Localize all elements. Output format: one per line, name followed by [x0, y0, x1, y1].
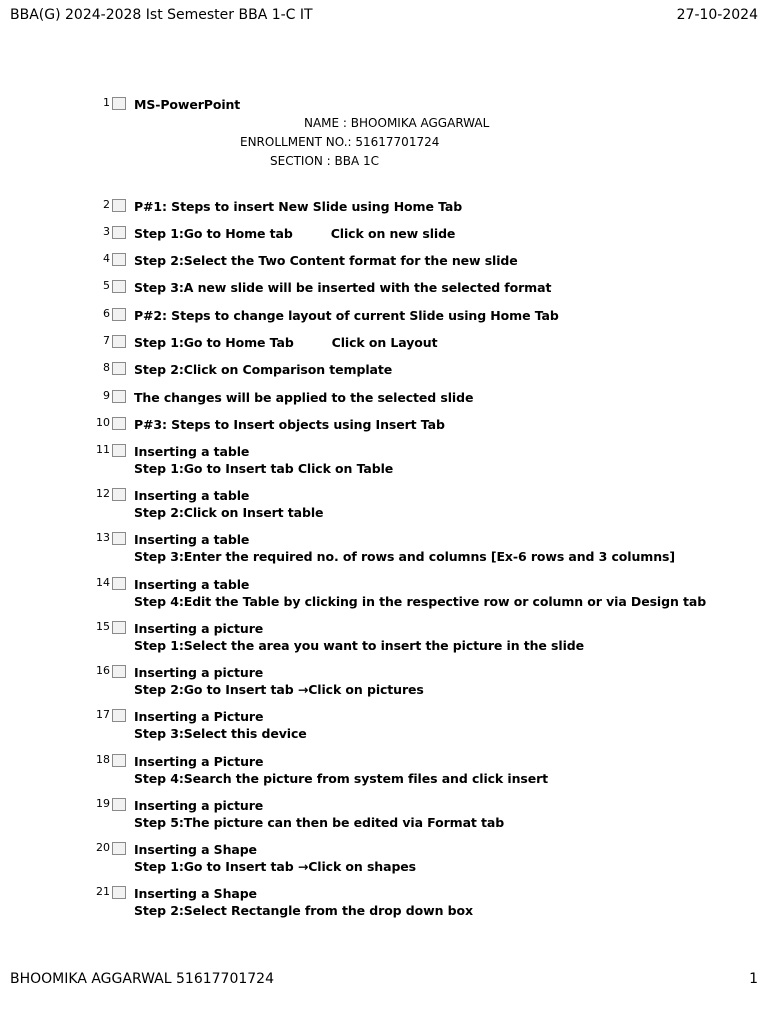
item-step: Step 1:Go to Insert tab →Click on shapes	[134, 859, 417, 874]
item-title: Inserting a table	[134, 488, 250, 503]
item-checkbox[interactable]	[112, 280, 126, 293]
item-checkbox[interactable]	[112, 532, 126, 545]
item-text	[134, 487, 323, 521]
item-number: 6	[103, 307, 110, 320]
item-number: 18	[96, 753, 110, 766]
item-step: Step 4:Edit the Table by clicking in the respective row or column or via Design tab	[134, 594, 707, 609]
item-number: 12	[96, 487, 110, 500]
item-step: Step 5:The picture can then be edited via Format tab	[134, 815, 505, 830]
item-text: P#2: Steps to change layout of current Slide using Home Tab	[134, 308, 559, 323]
item-title: Inserting a table	[134, 444, 250, 459]
item-text-a: Step 1:Go to Home tab	[134, 226, 293, 241]
header-date: 27-10-2024	[676, 7, 758, 23]
section: SECTION : BBA 1C	[270, 154, 380, 168]
item-checkbox[interactable]	[112, 417, 126, 430]
item-step: Step 4:Search the picture from system files and click insert	[134, 771, 549, 786]
item-title: Inserting a table	[134, 577, 250, 592]
item-text: P#1: Steps to insert New Slide using Home Tab	[134, 199, 463, 214]
item-text	[134, 620, 584, 654]
item-number: 10	[96, 416, 110, 429]
item-title: Inserting a Shape	[134, 842, 257, 857]
item-step: Step 1:Select the area you want to insert the picture in the slide	[134, 638, 584, 653]
item-text: Step 2:Click on Comparison template	[134, 362, 393, 377]
item-checkbox[interactable]	[112, 886, 126, 899]
item-checkbox[interactable]	[112, 226, 126, 239]
item-number: 15	[96, 620, 110, 633]
item-checkbox[interactable]	[112, 754, 126, 767]
item-text	[134, 797, 504, 831]
item-text	[134, 753, 548, 787]
item-number: 8	[103, 361, 110, 374]
item-checkbox[interactable]	[112, 798, 126, 811]
item-text	[134, 443, 393, 477]
item-text	[134, 841, 416, 875]
item-number: 13	[96, 531, 110, 544]
item-title: Inserting a Shape	[134, 886, 257, 901]
item-step: Step 2:Select Rectangle from the drop down box	[134, 903, 473, 918]
item-number: 14	[96, 576, 110, 589]
item-checkbox[interactable]	[112, 308, 126, 321]
item-step: Step 2:Go to Insert tab →Click on pictures	[134, 682, 424, 697]
item-text-a: Step 1:Go to Home Tab	[134, 335, 294, 350]
header-title: BBA(G) 2024-2028 Ist Semester BBA 1-C IT	[10, 7, 313, 23]
item-checkbox[interactable]	[112, 577, 126, 590]
item-number: 11	[96, 443, 110, 456]
item-step: Step 2:Click on Insert table	[134, 505, 324, 520]
item-number: 20	[96, 841, 110, 854]
item-checkbox[interactable]	[112, 665, 126, 678]
item-step: Step 3:Enter the required no. of rows and columns [Ex-6 rows and 3 columns]	[134, 549, 675, 564]
item-checkbox[interactable]	[112, 253, 126, 266]
item-title: Inserting a picture	[134, 798, 264, 813]
item-step: Step 1:Go to Insert tab Click on Table	[134, 461, 394, 476]
item-text: P#3: Steps to Insert objects using Insert Tab	[134, 417, 445, 432]
footer-author: BHOOMIKA AGGARWAL 51617701724	[10, 971, 274, 987]
item-number: 4	[103, 252, 110, 265]
item-checkbox[interactable]	[112, 444, 126, 457]
item-title: Inserting a Picture	[134, 754, 264, 769]
item-checkbox[interactable]	[112, 621, 126, 634]
item-text: Step 3:A new slide will be inserted with the selected format	[134, 280, 552, 295]
item-text	[134, 885, 473, 919]
item-checkbox[interactable]	[112, 199, 126, 212]
item-step: Step 3:Select this device	[134, 726, 307, 741]
item-text	[134, 576, 706, 610]
item-title: Inserting a picture	[134, 665, 264, 680]
item-text: MS-PowerPoint	[134, 97, 241, 112]
student-name: NAME : BHOOMIKA AGGARWAL	[304, 116, 490, 130]
item-number: 7	[103, 334, 110, 347]
enrollment-number: ENROLLMENT NO.: 51617701724	[240, 135, 440, 149]
item-title: Inserting a picture	[134, 621, 264, 636]
item-number: 9	[103, 389, 110, 402]
item-text	[134, 531, 675, 565]
item-number: 1	[103, 96, 110, 109]
item-number: 17	[96, 708, 110, 721]
page-number: 1	[749, 971, 758, 987]
item-checkbox[interactable]	[112, 97, 126, 110]
item-checkbox[interactable]	[112, 488, 126, 501]
item-text	[134, 225, 455, 242]
item-text: Step 2:Select the Two Content format for the new slide	[134, 253, 518, 268]
item-number: 3	[103, 225, 110, 238]
item-text	[134, 708, 307, 742]
item-number: 21	[96, 885, 110, 898]
item-text: The changes will be applied to the selected slide	[134, 390, 474, 405]
item-title: Inserting a Picture	[134, 709, 264, 724]
item-title: Inserting a table	[134, 532, 250, 547]
item-checkbox[interactable]	[112, 362, 126, 375]
item-checkbox[interactable]	[112, 709, 126, 722]
item-number: 19	[96, 797, 110, 810]
item-number: 5	[103, 279, 110, 292]
item-text-b: Click on new slide	[330, 226, 456, 241]
item-number: 2	[103, 198, 110, 211]
item-text	[134, 334, 437, 351]
item-checkbox[interactable]	[112, 390, 126, 403]
item-text	[134, 664, 424, 698]
item-number: 16	[96, 664, 110, 677]
item-checkbox[interactable]	[112, 335, 126, 348]
item-text-b: Click on Layout	[331, 335, 438, 350]
item-checkbox[interactable]	[112, 842, 126, 855]
